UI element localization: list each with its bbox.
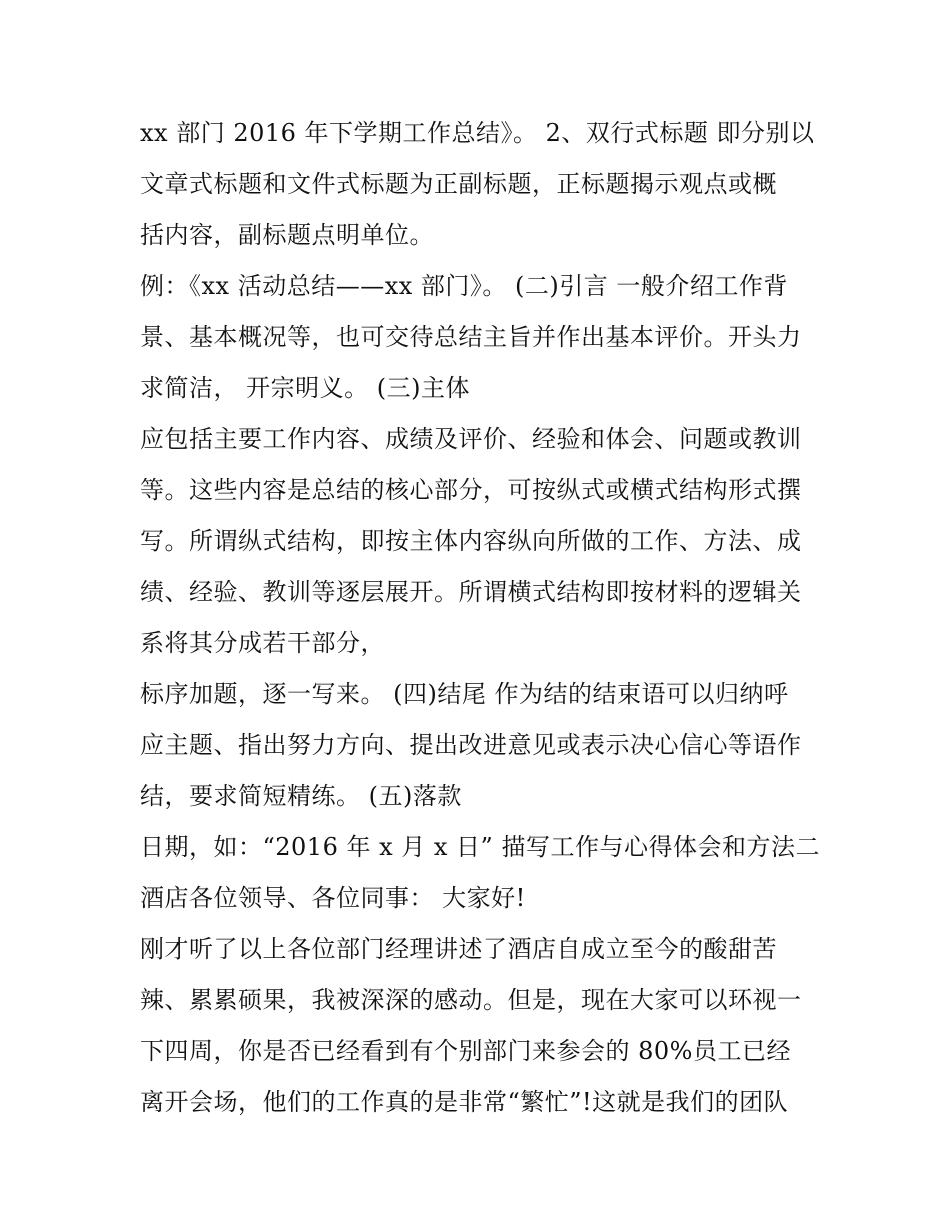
text-line: 酒店各位领导、各位同事： 大家好! bbox=[140, 884, 526, 912]
text-line: 标序加题，逐一写来。 (四)结尾 作为结的结束语可以归纳呼 bbox=[140, 680, 789, 708]
text-line: 等。这些内容是总结的核心部分，可按纵式或横式结构形式撰 bbox=[140, 476, 802, 504]
text-line: 系将其分成若干部分， bbox=[140, 629, 385, 657]
text-line: xx 部门 2016 年下学期工作总结》。 2、双行式标题 即分别以 bbox=[140, 119, 815, 147]
text-line: 日期，如：“2016 年 x 月 x 日” 描写工作与心得体会和方法二 bbox=[140, 833, 820, 861]
text-line: 文章式标题和文件式标题为正副标题，正标题揭示观点或概 bbox=[140, 170, 777, 198]
text-line: 结，要求简短精练。 (五)落款 bbox=[140, 782, 462, 810]
document-body bbox=[140, 108, 820, 1128]
text-line: 括内容，副标题点明单位。 bbox=[140, 221, 434, 249]
text-line: 辣、累累硕果，我被深深的感动。但是，现在大家可以环视一 bbox=[140, 986, 802, 1014]
text-line: 刚才听了以上各位部门经理讲述了酒店自成立至今的酸甜苦 bbox=[140, 935, 777, 963]
text-line: 应包括主要工作内容、成绩及评价、经验和体会、问题或教训 bbox=[140, 425, 802, 453]
text-line: 景、基本概况等，也可交待总结主旨并作出基本评价。开头力 bbox=[140, 323, 802, 351]
text-line: 离开会场，他们的工作真的是非常“繁忙”!这就是我们的团队 bbox=[140, 1088, 789, 1116]
text-line: 写。所谓纵式结构，即按主体内容纵向所做的工作、方法、成 bbox=[140, 527, 802, 555]
text-line: 例：《xx 活动总结——xx 部门》。 (二)引言 一般介绍工作背 bbox=[140, 272, 788, 300]
text-line: 下四周，你是否已经看到有个别部门来参会的 80%员工已经 bbox=[140, 1037, 791, 1065]
text-line: 绩、经验、教训等逐层展开。所谓横式结构即按材料的逻辑关 bbox=[140, 578, 802, 606]
text-line: 应主题、指出努力方向、提出改进意见或表示决心信心等语作 bbox=[140, 731, 802, 759]
text-line: 求简洁， 开宗明义。 (三)主体 bbox=[140, 374, 470, 402]
